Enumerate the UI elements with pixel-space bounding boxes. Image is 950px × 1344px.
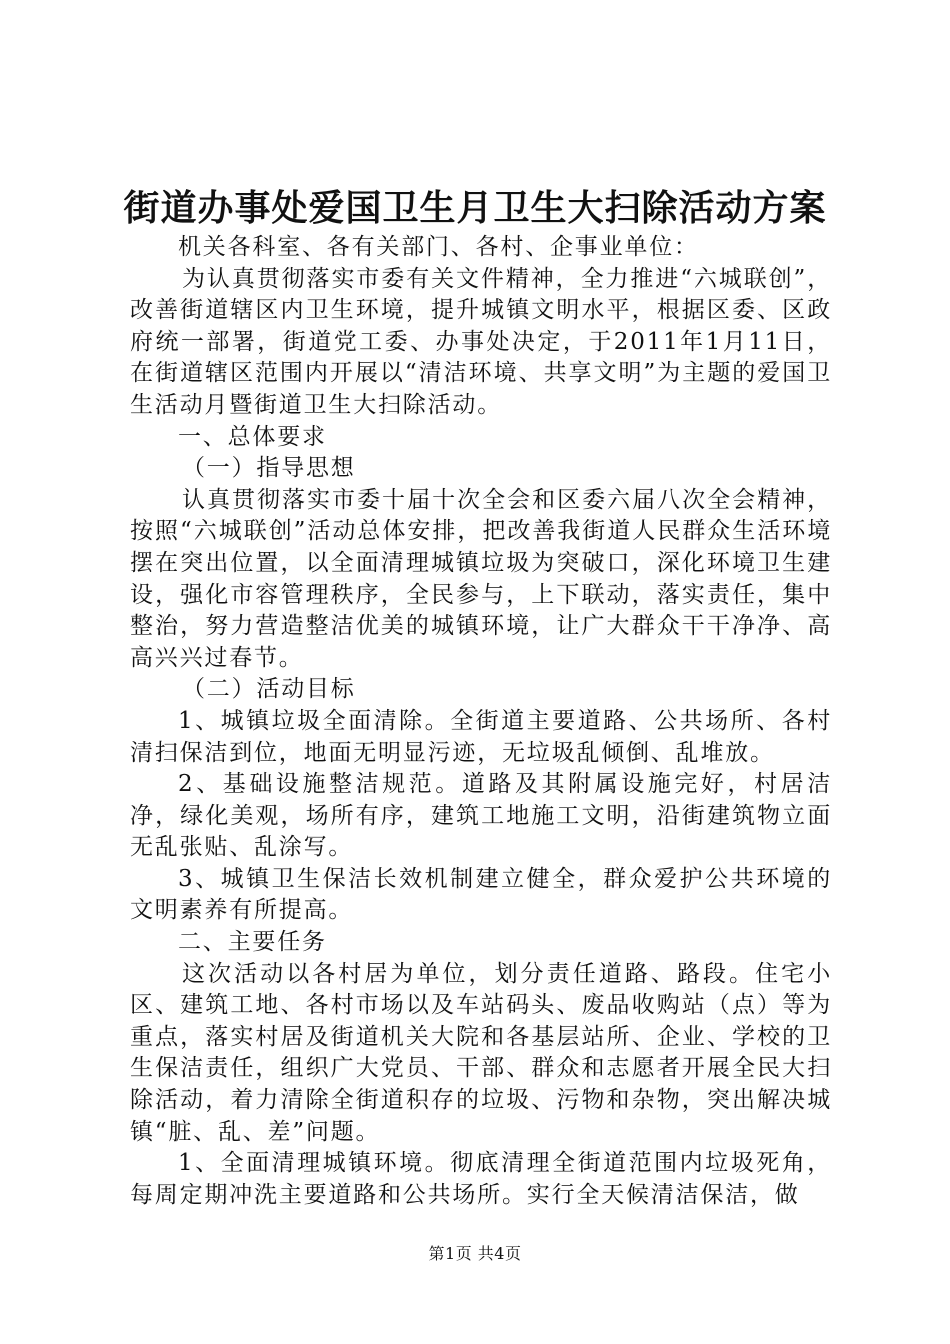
subsection-heading-guiding-ideology: （一）指导思想: [182, 455, 356, 482]
document-body: [130, 232, 832, 1211]
task-item-1: 1、全面清理城镇环境。彻底清理全街道范围内垃圾死角，每周定期冲洗主要道路和公共场所。实行全天候清洁保洁，做: [130, 1150, 832, 1208]
intro-paragraph: 为认真贯彻落实市委有关文件精神，全力推进“六城联创”，改善街道辖区内卫生环境，提升城镇文明水平，根据区委、区政府统一部署，街道党工委、办事处决定，于2011年1月11日，在街道辖区范围内开展以“清洁环境、共享文明”为主题的爱国卫生活动月暨街道卫生大扫除活动。: [130, 265, 832, 418]
guiding-ideology-paragraph: 认真贯彻落实市委十届十次全会和区委六届八次全会精神，按照“六城联创”活动总体安排，把改善我街道人民群众生活环境摆在突出位置，以全面清理城镇垃圾为突破口，深化环境卫生建设，强化市容管理秩序，全民参与，上下联动，落实责任，集中整治，努力营造整洁优美的城镇环境，让广大群众干干净净、高高兴兴过春节。: [130, 486, 832, 671]
section-heading-general-requirements: 一、总体要求: [178, 423, 327, 450]
section-heading-main-tasks: 二、主要任务: [178, 929, 327, 956]
goal-item-1: 1、城镇垃圾全面清除。全街道主要道路、公共场所、各村清扫保洁到位，地面无明显污迹，无垃圾乱倾倒、乱堆放。: [130, 707, 832, 766]
subsection-heading-activity-goals: （二）活动目标: [182, 676, 356, 703]
goal-item-3: 3、城镇卫生保洁长效机制建立健全，群众爱护公共环境的文明素养有所提高。: [130, 865, 832, 924]
document-title: 街道办事处爱国卫生月卫生大扫除活动方案: [123, 188, 827, 229]
goal-item-2: 2、基础设施整洁规范。道路及其附属设施完好，村居洁净，绿化美观，场所有序，建筑工地施工文明，沿街建筑物立面无乱张贴、乱涂写。: [130, 771, 832, 861]
main-tasks-paragraph: 这次活动以各村居为单位，划分责任道路、路段。住宅小区、建筑工地、各村市场以及车站码头、废品收购站（点）等为重点，落实村居及街道机关大院和各基层站所、企业、学校的卫生保洁责任，组织广大党员、干部、群众和志愿者开展全民大扫除活动，着力清除全街道积存的垃圾、污物和杂物，突出解决城镇“脏、乱、差”问题。: [130, 960, 832, 1145]
page-footer: 第1页 共4页: [428, 1244, 522, 1263]
salutation-paragraph: 机关各科室、各有关部门、各村、企事业单位：: [178, 234, 699, 260]
